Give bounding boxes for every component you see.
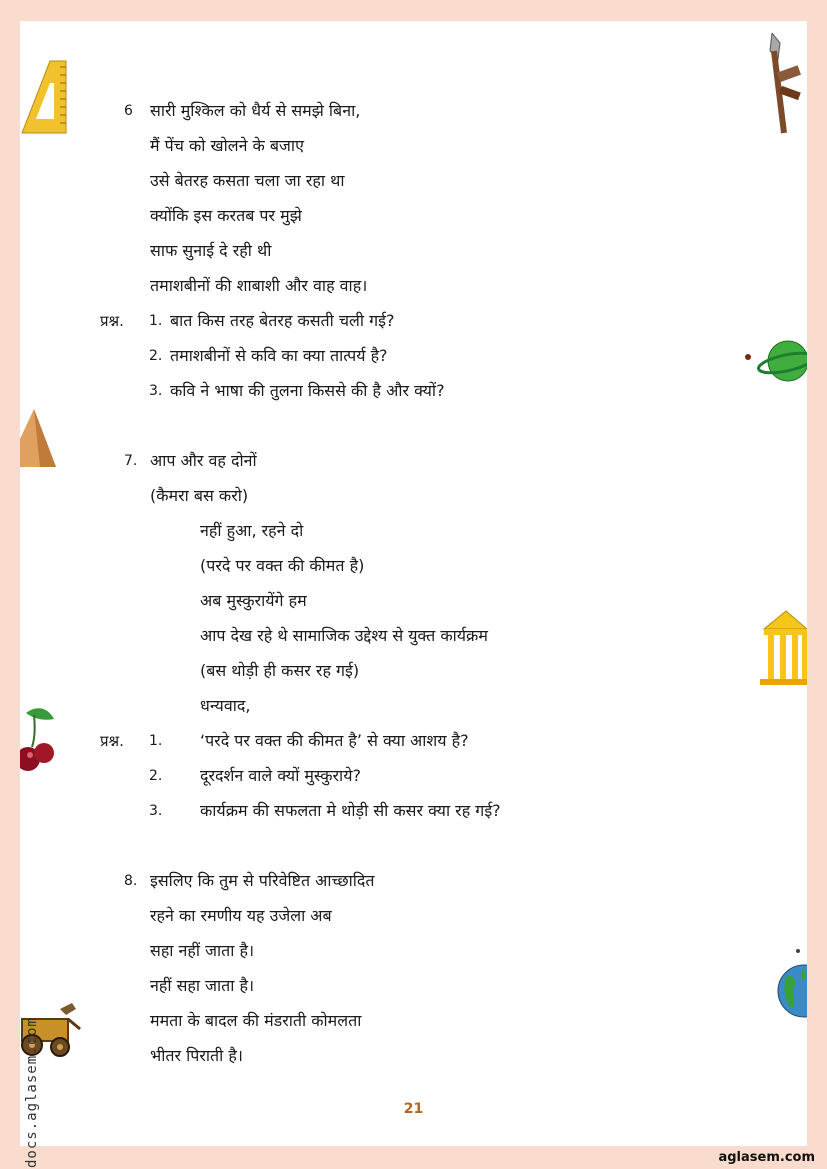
- sub-question-number: 1.: [149, 733, 163, 749]
- sub-question-number: 1.: [149, 313, 163, 329]
- poem-line: (परदे पर वक्त की कीमत है): [200, 556, 365, 575]
- globe-icon: [772, 947, 807, 1019]
- poem-line: क्योंकि इस करतब पर मुझे: [150, 206, 302, 225]
- footer-site-link[interactable]: aglasem.com: [718, 1150, 815, 1165]
- poem-line: (बस थोड़ी ही कसर रह गई): [200, 661, 360, 680]
- poem-line: (कैमरा बस करो): [150, 486, 249, 505]
- question-number: 7.: [124, 453, 138, 469]
- poem-line: आप और वह दोनों: [150, 451, 257, 470]
- prashn-label: प्रश्न.: [100, 732, 124, 750]
- poem-line: आप देख रहे थे सामाजिक उद्देश्य से युक्त कार्यक्रम: [200, 626, 488, 645]
- poem-line: तमाशबीनों की शाबाशी और वाह वाह।: [150, 276, 368, 295]
- poem-line: सारी मुश्किल को धैर्य से समझे बिना,: [150, 101, 361, 120]
- poem-line: भीतर पिराती है।: [150, 1046, 243, 1065]
- sub-question-text: ‘परदे पर वक्त की कीमत है’ से क्या आशय है?: [200, 731, 469, 750]
- sub-question-text: दूरदर्शन वाले क्यों मुस्कुराये?: [200, 766, 361, 785]
- sub-question-number: 2.: [149, 348, 163, 364]
- question-number: 6: [124, 103, 133, 119]
- poem-line: साफ सुनाई दे रही थी: [150, 241, 272, 260]
- poem-line: नहीं सहा जाता है।: [150, 976, 255, 995]
- question-number: 8.: [124, 873, 138, 889]
- poem-line: इसलिए कि तुम से परिवेष्टित आच्छादित: [150, 871, 375, 890]
- cherry-icon: [20, 705, 60, 777]
- page-number: 21: [403, 1101, 424, 1117]
- prashn-label: प्रश्न.: [100, 312, 124, 330]
- document-page: [20, 21, 807, 1146]
- spear-icon: [766, 33, 806, 135]
- pyramid-icon: [20, 409, 58, 469]
- poem-line: मैं पेंच को खोलने के बजाए: [150, 136, 304, 155]
- poem-line: सहा नहीं जाता है।: [150, 941, 255, 960]
- sub-question-number: 3.: [149, 803, 163, 819]
- sub-question-number: 2.: [149, 768, 163, 784]
- poem-line: ममता के बादल की मंडराती कोमलता: [150, 1011, 362, 1030]
- poem-line: रहने का रमणीय यह उजेला अब: [150, 906, 332, 925]
- sub-question-text: बात किस तरह बेतरह कसती चली गई?: [170, 311, 395, 330]
- planet-icon: [740, 335, 807, 387]
- sub-question-text: तमाशबीनों से कवि का क्या तात्पर्य है?: [170, 346, 388, 365]
- sub-question-text: कवि ने भाषा की तुलना किससे की है और क्यों?: [170, 381, 445, 400]
- sub-question-number: 3.: [149, 383, 163, 399]
- poem-line: उसे बेतरह कसता चला जा रहा था: [150, 171, 345, 190]
- watermark: docs.aglasem.com: [24, 1017, 40, 1168]
- poem-line: अब मुस्कुरायेंगे हम: [200, 591, 307, 610]
- temple-icon: [760, 609, 807, 687]
- poem-line: धन्यवाद,: [200, 696, 251, 715]
- poem-line: नहीं हुआ, रहने दो: [200, 521, 304, 540]
- sub-question-text: कार्यक्रम की सफलता मे थोड़ी सी कसर क्या रह गई?: [200, 801, 501, 820]
- ruler-icon: [20, 59, 68, 135]
